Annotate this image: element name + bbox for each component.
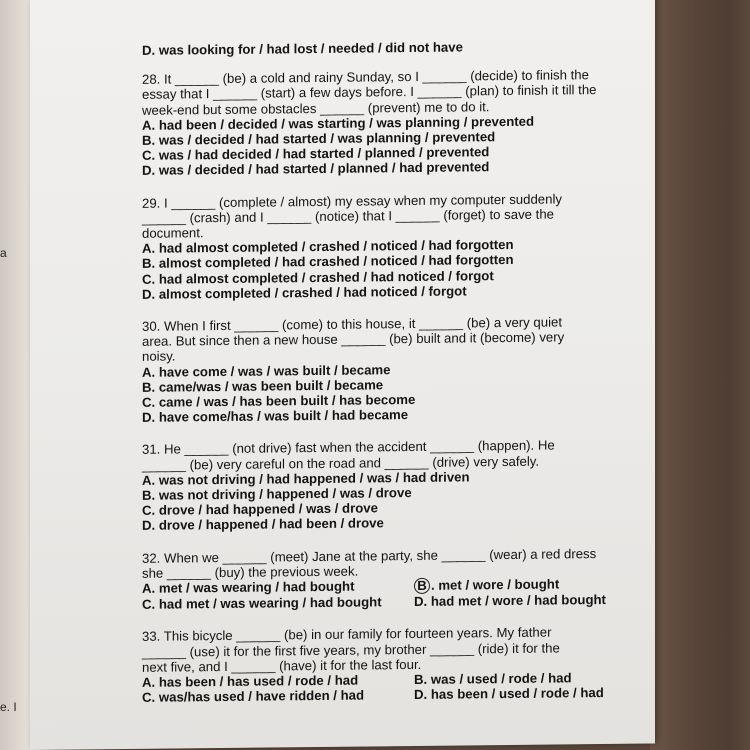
option-c: C. was / had decided / had started / planned / prevented: [142, 144, 490, 164]
question-line: week-end but some obstacles ______ (prevent) me to do it.: [142, 98, 490, 118]
option-b: B. was not driving / happened / was / drove: [142, 485, 412, 503]
worksheet-page: [30, 0, 655, 750]
option-b: B. came/was / was been built / became: [142, 377, 384, 395]
option-d: D. almost completed / crashed / had noticed / forgot: [142, 283, 467, 302]
option-a: A. has been / has used / rode / had: [142, 672, 359, 690]
question-line: ______ (use) it for the first five years, my brother ______ (ride) it for the: [142, 639, 560, 660]
option-a: A. was not driving / had happened / was / had driven: [142, 469, 470, 488]
question-line: noisy.: [142, 348, 176, 365]
adjacent-page: [0, 0, 30, 750]
option-c: C. was/has used / have ridden / had: [142, 687, 365, 705]
question-line: essay that I ______ (start) a few days before. I ______ (plan) to finish it till the: [142, 82, 597, 103]
option-d: D. has been / used / rode / had: [414, 685, 604, 703]
question-28: [142, 67, 622, 178]
page-fragment-a: a: [0, 246, 7, 260]
table-surface-right: [650, 0, 750, 750]
option-b: B. almost completed / had crashed / noticed / had forgotten: [142, 252, 514, 272]
option-d: D. had met / wore / had bought: [414, 592, 606, 610]
option-b: B. was / decided / had started / was planning / prevented: [142, 129, 496, 148]
question-line: ______ (be) very careful on the road and ______ (drive) very safely.: [142, 453, 540, 473]
option-b: [414, 577, 559, 595]
option-a: A. have come / was / was built / became: [142, 361, 391, 380]
option-a: A. had been / decided / was starting / was planning / prevented: [142, 113, 535, 133]
option-d: D. drove / happened / had been / drove: [142, 515, 384, 534]
option-b: B. was / used / rode / had: [414, 670, 572, 687]
option-a: A. met / was wearing / had bought: [142, 578, 355, 596]
page-fragment-b: e. I: [0, 700, 17, 714]
question-32: [142, 545, 622, 612]
question-line: 31. He ______ (not drive) fast when the accident ______ (happen). He: [142, 437, 555, 458]
option-a: A. had almost completed / crashed / noticed / had forgotten: [142, 237, 514, 257]
option-d: D. have come/has / was built / had became: [142, 407, 409, 426]
question-33: [142, 624, 622, 705]
prev-option-d: D. was looking for / had lost / needed / did not have: [142, 39, 463, 58]
option-d: D. was / decided / had started / planned / had prevented: [142, 159, 490, 179]
question-line: document.: [142, 225, 204, 241]
question-line: she ______ (buy) the previous week.: [142, 563, 359, 581]
question-line: area. But since then a new house ______ (be) built and it (become) very: [142, 329, 565, 350]
question-line: 30. When I first ______ (come) to this house, it ______ (be) a very quiet: [142, 314, 563, 334]
question-line: ______ (crash) and I ______ (notice) that I ______ (forget) to save the: [142, 206, 555, 226]
option-c: C. came / was / has been built / has become: [142, 392, 416, 410]
question-line: 28. It ______ (be) a cold and rainy Sunday, so I ______ (decide) to finish the: [142, 67, 589, 88]
option-b-text: . met / wore / bought: [431, 576, 560, 593]
option-c: C. had met / was wearing / had bought: [142, 594, 382, 612]
worksheet-content: [142, 38, 622, 705]
option-c: C. drove / had happened / was / drove: [142, 500, 378, 519]
question-30: [142, 314, 622, 425]
option-c: C. had almost completed / crashed / had noticed / forgot: [142, 267, 494, 287]
question-line: 33. This bicycle ______ (be) in our family for fourteen years. My father: [142, 624, 552, 645]
question-line: 32. When we ______ (meet) Jane at the party, she ______ (wear) a red dress: [142, 545, 597, 566]
question-29: [142, 190, 622, 301]
answer-circle: B: [414, 578, 430, 594]
question-31: [142, 437, 622, 533]
question-line: 29. I ______ (complete / almost) my essay when my computer suddenly: [142, 191, 562, 211]
question-line: next five, and I ______ (have) it for the last four.: [142, 656, 422, 675]
